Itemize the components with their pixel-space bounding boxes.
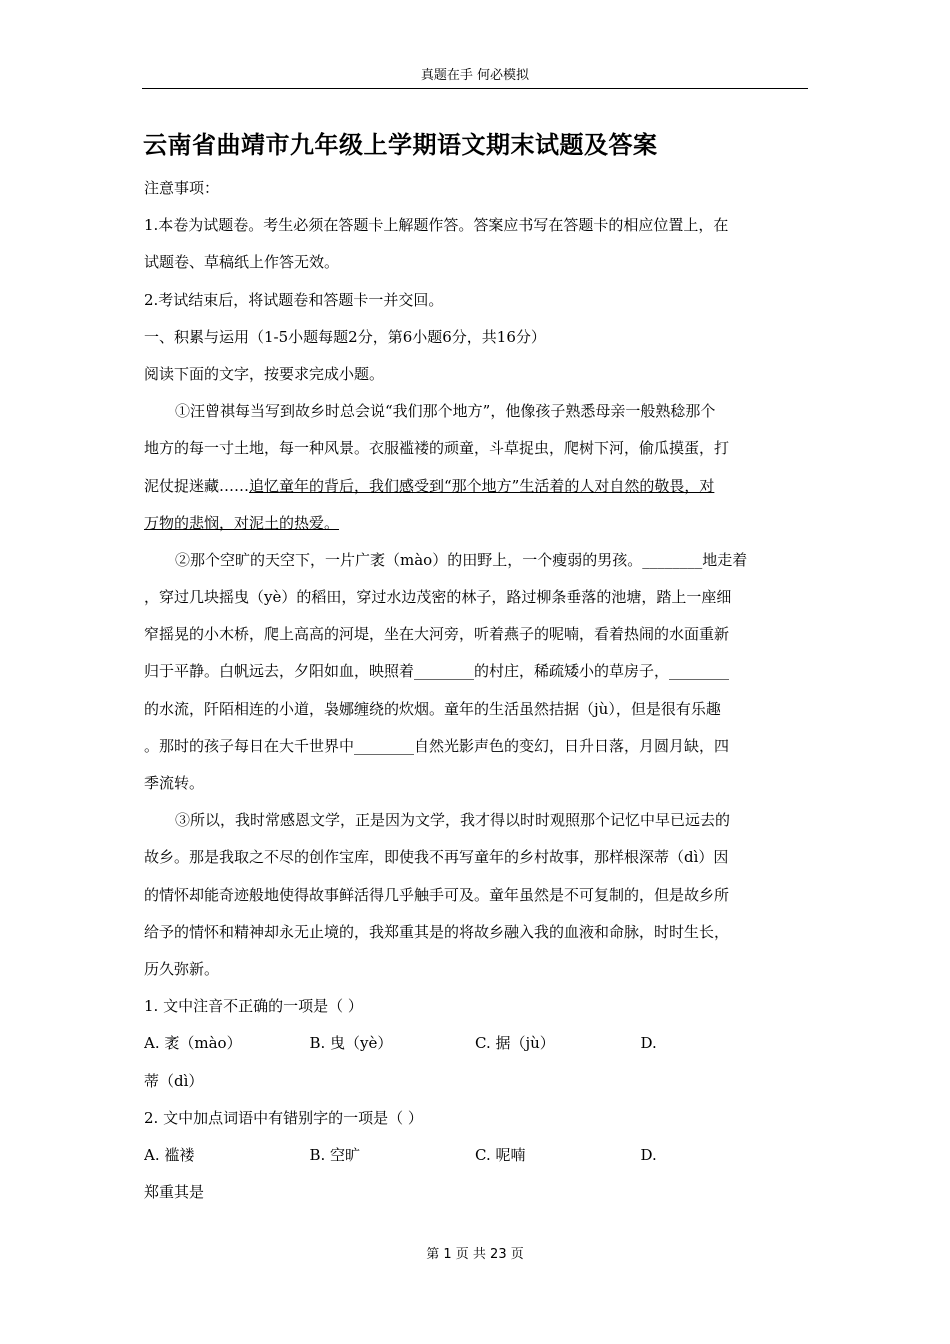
- notice-item-1-line-2: 试题卷、草稿纸上作答无效。: [144, 253, 340, 272]
- paragraph-2-line-2: ，穿过几块摇曳（yè）的稻田，穿过水边茂密的林子，路过柳条垂落的池塘，踏上一座细: [144, 588, 732, 607]
- paragraph-3-line-2: 故乡。那是我取之不尽的创作宝库，即使我不再写童年的乡村故事，那样根深蒂（dì）因: [144, 848, 729, 867]
- section-instruction: 阅读下面的文字，按要求完成小题。: [144, 364, 385, 383]
- paragraph-3-line-3: 的情怀却能奇迹般地使得故事鲜活得几乎触手可及。童年虽然是不可复制的，但是故乡所: [144, 885, 730, 904]
- paragraph-1-line-1: ①汪曾祺每当写到故乡时总会说“我们那个地方”，他像孩子熟悉母亲一般熟稔那个: [175, 402, 716, 421]
- question-1-option-d-text: 蒂（dì）: [144, 1071, 204, 1090]
- document-body: [144, 170, 806, 1211]
- question-1-stem: 1. 文中注音不正确的一项是（ ）: [144, 997, 363, 1016]
- notice-heading: 注意事项：: [144, 179, 220, 197]
- question-2-option-a: A. 褴褛: [144, 1145, 195, 1164]
- paragraph-2-line-7: 季流转。: [144, 774, 205, 792]
- paragraph-3-line-5: 历久弥新。: [144, 959, 220, 978]
- paragraph-3-line-4: 给予的情怀和精神却永无止境的，我郑重其是的将故乡融入我的血液和命脉，时时生长，: [144, 922, 730, 941]
- document-title: 云南省曲靖市九年级上学期语文期末试题及答案: [143, 131, 658, 159]
- paragraph-2-line-1: ②那个空旷的天空下，一片广袤（mào）的田野上，一个瘦弱的男孩。________地走着: [175, 550, 748, 569]
- paragraph-2-line-4: 归于平静。白帆远去，夕阳如血，映照着________的村庄，稀疏矮小的草房子，________: [144, 662, 730, 681]
- notice-item-2: 2.考试结束后，将试题卷和答题卡一并交回。: [144, 290, 444, 309]
- paragraph-1-line-3: [144, 468, 806, 505]
- question-1-option-d: D.: [640, 1034, 657, 1053]
- question-2-option-d-text: 郑重其是: [144, 1183, 205, 1202]
- paragraph-2-line-3: 窄摇晃的小木桥，爬上高高的河堤，坐在大河旁，听着燕子的呢喃，看着热闹的水面重新: [144, 625, 730, 644]
- question-2-option-d: D.: [640, 1145, 657, 1164]
- paragraph-2-line-6: 。那时的孩子每日在大千世界中________自然光影声色的变幻，日升日落，月圆月缺，四: [144, 736, 730, 755]
- page-header: 真题在手 何必模拟: [420, 68, 530, 83]
- question-2-option-b: B. 空旷: [309, 1145, 361, 1164]
- question-2-option-c: C. 呢喃: [475, 1145, 526, 1164]
- header-divider: [142, 88, 808, 89]
- paragraph-1-text: 泥仗捉迷藏……: [144, 476, 250, 495]
- question-1-option-c: C. 据（jù）: [475, 1034, 555, 1053]
- paragraph-1-line-2: 地方的每一寸土地，每一种风景。衣服褴褛的顽童，斗草捉虫，爬树下河，偷瓜摸蛋，打: [144, 439, 730, 458]
- paragraph-3-line-1: ③所以，我时常感恩文学，正是因为文学，我才得以时时观照那个记忆中早已远去的: [175, 811, 731, 830]
- question-1-option-b: B. 曳（yè）: [309, 1034, 393, 1053]
- question-2-options: [144, 1137, 806, 1174]
- question-1-option-a: A. 袤（mào）: [144, 1034, 242, 1053]
- page-number: 第 1 页 共 23 页: [426, 1247, 524, 1262]
- underlined-text: 追忆童年的背后，我们感受到“那个地方”生活着的人对自然的敬畏，对: [249, 476, 715, 495]
- underlined-text: 万物的悲悯，对泥土的热爱。: [144, 513, 340, 532]
- notice-item-1-line-1: 1.本卷为试题卷。考生必须在答题卡上解题作答。答案应书写在答题卡的相应位置上，在: [144, 216, 729, 235]
- paragraph-1-line-4: [144, 505, 806, 542]
- paragraph-2-line-5: 的水流，阡陌相连的小道，袅娜缠绕的炊烟。童年的生活虽然拮据（jù），但是很有乐趣: [144, 699, 721, 718]
- section-heading: 一、积累与运用（1-5小题每题2分，第6小题6分，共16分）: [144, 327, 546, 346]
- question-1-options: [144, 1025, 806, 1062]
- question-2-stem: 2. 文中加点词语中有错别字的一项是（ ）: [144, 1108, 423, 1127]
